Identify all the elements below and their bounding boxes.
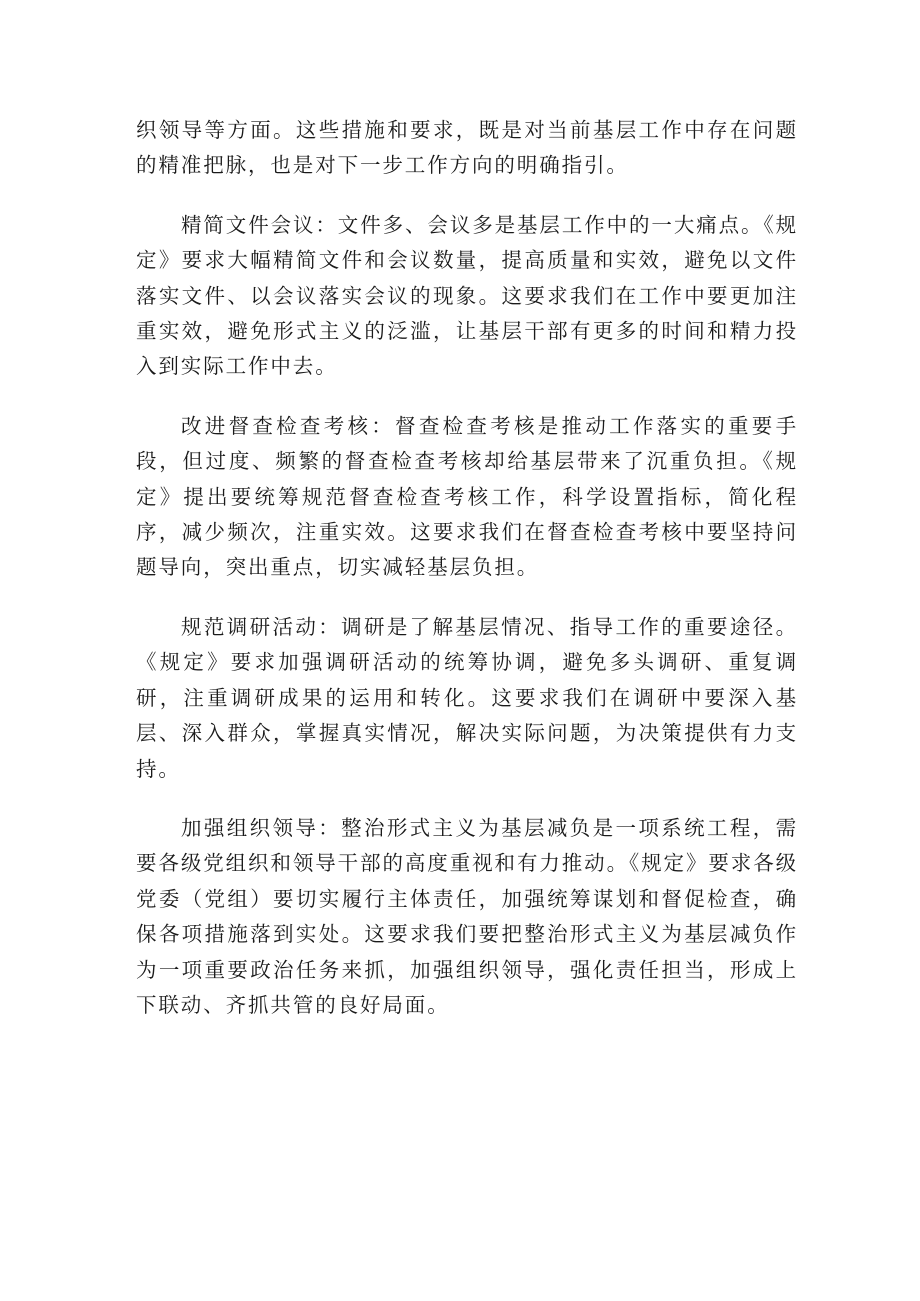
- paragraph-improve-inspections: 改进督查检查考核：督查检查考核是推动工作落实的重要手段，但过度、频繁的督查检查考核却给基层带来了沉重负担。《规定》提出要统筹规范督查检查考核工作，科学设置指标，简化程序，减少频次，注重实效。这要求我们在督查检查考核中要坚持问题导向，突出重点，切实减轻基层负担。: [136, 413, 798, 580]
- paragraph-continuation: 织领导等方面。这些措施和要求，既是对当前基层工作中存在问题的精准把脉，也是对下一步工作方向的明确指引。: [136, 118, 798, 178]
- paragraph-simplify-documents-meetings: 精简文件会议：文件多、会议多是基层工作中的一大痛点。《规定》要求大幅精简文件和会议数量，提高质量和实效，避免以文件落实文件、以会议落实会议的现象。这要求我们在工作中要更加注重实效，避免形式主义的泛滥，让基层干部有更多的时间和精力投入到实际工作中去。: [136, 212, 798, 379]
- paragraph-regulate-research: 规范调研活动：调研是了解基层情况、指导工作的重要途径。《规定》要求加强调研活动的统筹协调，避免多头调研、重复调研，注重调研成果的运用和转化。这要求我们在调研中要深入基层、深入群众，掌握真实情况，解决实际问题，为决策提供有力支持。: [136, 614, 798, 781]
- document-body: [136, 113, 798, 1047]
- paragraph-strengthen-leadership: 加强组织领导：整治形式主义为基层减负是一项系统工程，需要各级党组织和领导干部的高度重视和有力推动。《规定》要求各级党委（党组）要切实履行主体责任，加强统筹谋划和督促检查，确保各项措施落到实处。这要求我们要把整治形式主义为基层减负作为一项重要政治任务来抓，加强组织领导，强化责任担当，形成上下联动、齐抓共管的良好局面。: [136, 815, 798, 1017]
